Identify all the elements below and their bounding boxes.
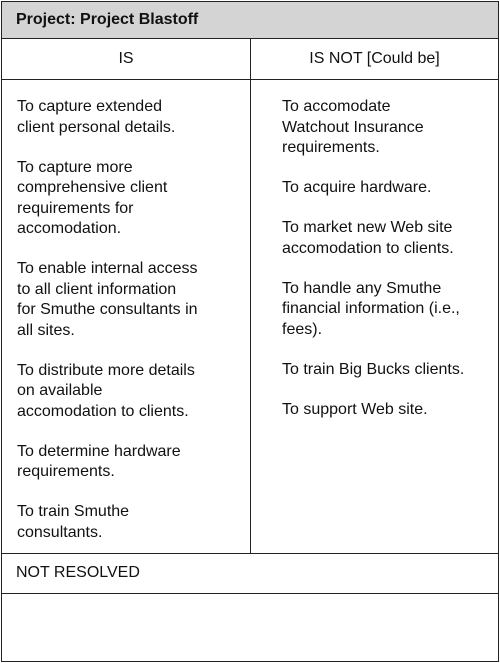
not-resolved-area — [2, 594, 498, 659]
is-not-item: To handle any Smuthe financial information (i.e., fees). — [282, 279, 460, 338]
is-not-column-header: IS NOT [Could be] — [309, 50, 440, 67]
is-item: To determine hardware requirements. — [17, 442, 181, 480]
is-not-item: To support Web site. — [282, 400, 428, 418]
is-column — [2, 80, 251, 553]
is-item: To capture extended client personal details. — [17, 98, 176, 136]
is-not-item: To train Big Bucks clients. — [282, 360, 465, 378]
is-column-header: IS — [2, 39, 251, 79]
is-item: To capture more comprehensive client requirements for accomodation. — [17, 158, 168, 237]
is-not-item: To market new Web site accomodation to clients. — [282, 219, 454, 257]
is-item: To distribute more details on available accomodation to clients. — [17, 361, 195, 420]
is-not-item: To acquire hardware. — [282, 179, 432, 196]
project-title: Project: Project Blastoff — [2, 2, 498, 39]
not-resolved-label: NOT RESOLVED — [2, 554, 498, 594]
is-not-column — [251, 80, 498, 553]
project-scope-table — [1, 1, 499, 662]
is-item: To train Smuthe consultants. — [17, 503, 130, 541]
is-not-item: To accomodate Watchout Insurance requirements. — [282, 98, 424, 156]
scope-columns — [2, 80, 498, 554]
column-headers — [2, 39, 498, 80]
is-item: To enable internal access to all client information for Smuthe consultants in all sites. — [17, 260, 198, 339]
